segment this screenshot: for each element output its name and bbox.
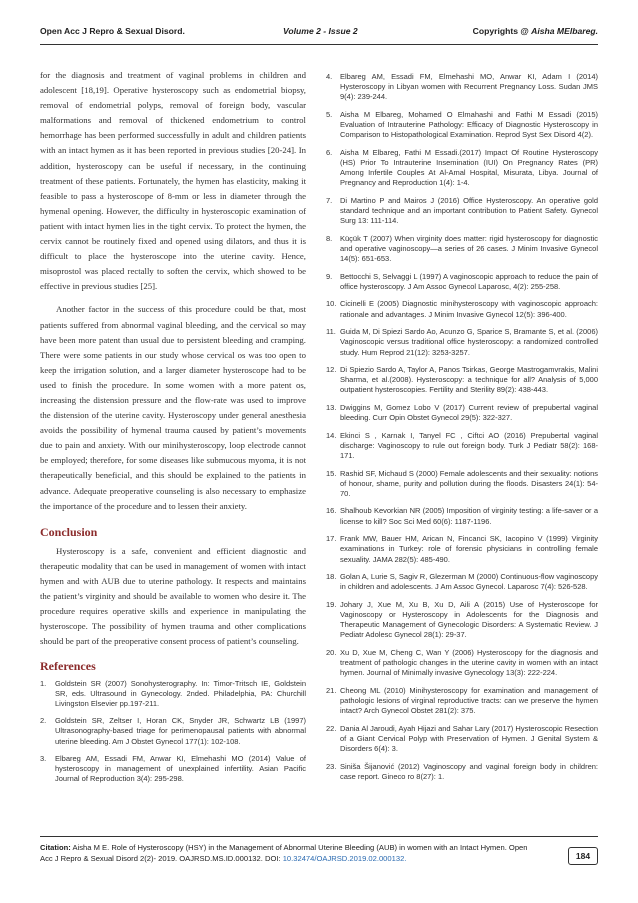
reference-text: Aisha M Elbareg, Fathi M Essadi.(2017) Impact Of Routine Hysteroscopy (HS) Prior To Intrauterine Insemination (IUI) On Pregnancy Rates (PR) Among Infertile Couples At Al-Amal Hospital, Misurata, Libya. Journal of Pregnancy and Reproduction 1(4): 1-4. xyxy=(340,147,598,188)
copyright-notice xyxy=(473,26,598,36)
reference-item xyxy=(326,469,598,500)
references-heading: References xyxy=(40,659,96,674)
reference-item xyxy=(40,754,306,785)
reference-item xyxy=(326,148,598,189)
reference-text: Elbareg AM, Essadi FM, Elmehashi MO, Anwar KI, Adam I (2014) Hysteroscopy in Libyan women with Recurrent Pregnancy Loss. Sudan JMS 9(4): 239-244. xyxy=(340,72,598,102)
reference-number: 10. xyxy=(326,299,337,309)
copyright-prefix: Copyrights @ xyxy=(472,26,529,36)
reference-text: Cheong ML (2010) Minihysteroscopy for examination and management of pathologic lesions of virginal reproductive tracts: can we preserve the hymen intact? Arch Gynecol Obstet 281(2): 375. xyxy=(340,685,598,716)
citation xyxy=(40,842,540,864)
reference-number: 18. xyxy=(326,572,337,582)
reference-number: 4. xyxy=(326,72,333,81)
issue-label: Volume 2 - Issue 2 xyxy=(283,26,358,36)
conclusion-heading: Conclusion xyxy=(40,524,98,539)
reference-text: Golan A, Lurie S, Sagiv R, Glezerman M (2000) Continuous-flow vaginoscopy in children and adolescents. J Am Assoc Gynecol. Laparosc 7(4): 526-528. xyxy=(340,572,598,592)
reference-item xyxy=(326,403,598,423)
reference-item xyxy=(326,686,598,717)
reference-number: 19. xyxy=(326,599,337,609)
right-column xyxy=(326,72,598,789)
reference-number: 14. xyxy=(326,430,337,440)
reference-text: Siniša Šijanović (2012) Vaginoscopy and vaginal foreign body in children: case report. Gineco ro 8(27): 1. xyxy=(340,761,598,781)
reference-item xyxy=(326,534,598,565)
reference-text: Rashid SF, Michaud S (2000) Female adolescents and their sexuality: notions of honour, shame, purity and pollution during the floods. Disasters 24(1): 54-70. xyxy=(340,468,598,498)
reference-text: Di Spiezio Sardo A, Taylor A, Panos Tsirkas, George Mastrogamvrakis, Malini Sharma, et al.(2008). Hysteroscopy: a technique for all? Analysis of 5,000 outpatient hysteroscopies. Fertility and Sterility 89(2): 438-443. xyxy=(340,365,598,395)
references-list-left xyxy=(40,679,306,785)
reference-item xyxy=(326,234,598,265)
reference-text: Shalhoub Kevorkian NR (2005) Imposition of virginity testing: a life-saver or a license to kill? Soc Sci Med 60(6): 1187-1196. xyxy=(340,506,598,526)
reference-number: 11. xyxy=(326,327,336,337)
reference-item xyxy=(326,572,598,592)
reference-text: Bettocchi S, Selvaggi L (1997) A vaginoscopic approach to reduce the pain of office hysteroscopy. J Am Assoc Gynecol Laparosc, 4(2): 255-258. xyxy=(340,271,598,291)
citation-text: Aisha M E. Role of Hysteroscopy (HSY) in the Management of Abnormal Uterine Bleeding (AUB) in women with an Intact Hymen. Open Acc J Repro & Sexual Disord 2(2)- 2019. OAJRSD.MS.ID.000132. DOI: xyxy=(40,843,528,863)
reference-number: 13. xyxy=(326,402,337,412)
conclusion-paragraph: Hysteroscopy is a safe, convenient and efficient diagnostic and therapeutic modality that can be used in management of women with intact hymen and with AUB due to uterine pathology. It respects and maintains the patient’s virginity and should be available to women who desire it. The procedure requires operative skills and experience in manipulating the hysteroscope. The possibility of hymen trauma and other complications should be part of the preoperative consent process of patient’s counseling. xyxy=(40,545,306,647)
reference-item xyxy=(326,506,598,526)
reference-item xyxy=(326,272,598,292)
reference-number: 21. xyxy=(326,685,337,695)
reference-number: 9. xyxy=(326,271,333,281)
reference-number: 5. xyxy=(326,109,333,119)
reference-number: 20. xyxy=(326,647,337,657)
reference-text: Cicinelli E (2005) Diagnostic minihysteroscopy with vaginoscopic approach: rationale and advantages. J Minim Invasive Gynecol 12(5): 396-400. xyxy=(340,299,598,319)
reference-text: Küçük T (2007) When virginity does matter: rigid hysteroscopy for diagnostic and operative vaginoscopy—a series of 26 cases. J Minim Invasive Gynecol 14(5): 651-653. xyxy=(340,233,598,264)
reference-text: Goldstein SR, Zeltser I, Horan CK, Snyder JR, Schwartz LB (1997) Ultrasonography-based triage for perimenopausal patients with abnormal uterine bleeding. Am J Obstet Gynecol 177(1): 102-108. xyxy=(55,716,306,746)
copyright-author: Aisha MElbareg. xyxy=(531,26,598,36)
references-list-right xyxy=(326,72,598,782)
reference-item xyxy=(326,600,598,641)
page-footer xyxy=(40,836,598,879)
reference-item xyxy=(326,762,598,782)
reference-number: 2. xyxy=(40,716,47,726)
reference-number: 23. xyxy=(326,761,337,771)
page-number: 184 xyxy=(568,847,598,865)
left-column xyxy=(40,68,306,791)
reference-item xyxy=(326,196,598,227)
reference-number: 6. xyxy=(326,147,333,157)
page-header xyxy=(40,20,598,45)
reference-text: Frank MW, Bauer HM, Arican N, Fincanci SK, Iacopino V (1999) Virginity examinations in Turkey: role of forensic physicians in controlling female sexuality. JAMA 282(5): 485-490. xyxy=(340,534,598,564)
reference-text: Dania Al Jaroudi, Ayah Hijazi and Sahar Lary (2017) Hysteroscopic Resection of a Giant Cervical Polyp with Preservation of Hymen. J Genital System & Disorders 6(4): 3. xyxy=(340,723,598,754)
reference-text: Ekinci S , Karnak I, Tanyel FC , Ciftci AO (2016) Prepubertal vaginal discharge: Vaginoscopy to rule out foreign body. Turk J Pediatr 58(2): 168-171. xyxy=(340,430,598,461)
citation-label: Citation: xyxy=(40,843,71,852)
reference-item xyxy=(326,648,598,679)
reference-item xyxy=(326,72,598,103)
reference-item xyxy=(40,679,306,710)
reference-text: Dwiggins M, Gomez Lobo V (2017) Current review of prepubertal vaginal bleeding. Curr Opin Obstet Gynecol 29(5): 322-327. xyxy=(340,402,598,423)
reference-number: 16. xyxy=(326,506,337,516)
reference-item xyxy=(326,327,598,358)
reference-item xyxy=(326,365,598,396)
reference-text: Elbareg AM, Essadi FM, Anwar KI, Elmehashi MO (2014) Value of hysteroscopy in management of unexplained infertility. Asian Pacific Journal of Reproduction 3(4): 295-298. xyxy=(55,753,306,784)
reference-number: 17. xyxy=(326,534,337,544)
reference-text: Di Martino P and Mairos J (2016) Office Hysteroscopy. An operative gold standard technique and an important contribution to Patient Safety. Gynecol Surg 13: 111-114. xyxy=(340,195,598,226)
reference-number: 7. xyxy=(326,195,333,205)
reference-number: 8. xyxy=(326,233,333,243)
body-paragraph-2: Another factor in the success of this procedure could be that, most patients suffered from abnormal vaginal bleeding, and the cervical so may have been more patent than usual due to persistent bleeding and cramping. There were some patients in our study whose cervical os was too open to keep the irrigation solution, and a larger diameter hysteroscope had to be used to finish the procedure. In some women with a more patent os, increasing the distension pressure and the flow-rate was used to improve the distension of the uterine cavity. Hysteroscopy under general anesthesia avoids the possibility of hymenal trauma caused by patient’s movements due to pain and anxiety. With our minihysteroscopy, loop electrode cannot be employed; therefore, for some diseases like submucous myoma, it is not therapeutically beneficial, and this should be explained to the patients in advance. Adequate preoperative counseling is also necessary to emphasize the importance of the procedure and to lessen their anxiety. xyxy=(40,304,306,511)
reference-text: Guida M, Di Spiezi Sardo Ao, Acunzo G, Sparice S, Bramante S, et al. (2006) Vaginoscopic versus traditional office hysteroscopy: a randomized controlled study. Hum Reprod 21(12): 3253-3257. xyxy=(340,327,598,357)
body-paragraph-1: for the diagnosis and treatment of vaginal problems in children and adolescent [18,19]. Operative hysteroscopy such as endometrial biopsy, removal of endometrial polyps, removal of foreign body, vascular malformations and removal of thickened endometrium to control hemorrhage has been performed successfully in adult and children patients with an intact hymen as it has been reported in previous studies [20-24]. In addition, hysteroscopy can be useful if necessary, in the continuing treatment of these patients. Fortunately, the hymen has elasticity, making it feasible to pass a hysteroscope of 8-mm or less in diameter through the hymenal opening. However, the difficulty in hysteroscopic examination of patient with intact hymen lies in the tight cervix. To protect the hymen, the cervix cannot be routinely fixed and opened using dilators, and thus it is difficult to place the hysteroscope into the uterine cavity. Hence, misoprostol was placed rectally to soften the cervix, which showed to be effective in previous studies [25]. xyxy=(40,70,306,292)
reference-text: Aisha M Elbareg, Mohamed O Elmahashi and Fathi M Essadi (2015) Evaluation of Intrauterine Pathology: Efficacy of Diagnostic Hysteroscopy in Comparison to Histopathological Examination. Reprod Syst Sex Disord 4(2). xyxy=(340,109,598,140)
reference-item xyxy=(326,110,598,141)
reference-item xyxy=(326,724,598,755)
reference-number: 1. xyxy=(40,678,47,688)
reference-text: Xu D, Xue M, Cheng C, Wan Y (2006) Hysteroscopy for the diagnosis and treatment of pathologic changes in the uterine cavity in women with an intact hymen. Journal of Minimally invasive Gynecology 13(3): 222-224. xyxy=(340,647,598,678)
reference-number: 12. xyxy=(326,365,337,375)
journal-name: Open Acc J Repro & Sexual Disord. xyxy=(40,26,185,36)
doi-link[interactable]: 10.32474/OAJRSD.2019.02.000132. xyxy=(282,854,407,863)
reference-item xyxy=(326,299,598,319)
reference-number: 22. xyxy=(326,723,337,733)
reference-text: Goldstein SR (2007) Sonohysterography. In: Timor-Tritsch IE, Goldstein SR, eds. Ultrasound in Gynecology. 2nded. Philadelphia, PA: Churchill Livingston Elsevier pp.197-211. xyxy=(55,678,306,708)
reference-item xyxy=(326,431,598,462)
reference-item xyxy=(40,716,306,747)
reference-number: 3. xyxy=(40,753,47,763)
reference-number: 15. xyxy=(326,468,337,478)
reference-text: Johary J, Xue M, Xu B, Xu D, Aili A (2015) Use of Hysteroscope for Vaginoscopy or Hysteroscopy in Adolescents for the Diagnosis and Therapeutic Management of Gynecologic Disorders: A Systematic Review. J Pediatr Adolesc Gynecol 28(1): 29-37. xyxy=(340,599,598,640)
